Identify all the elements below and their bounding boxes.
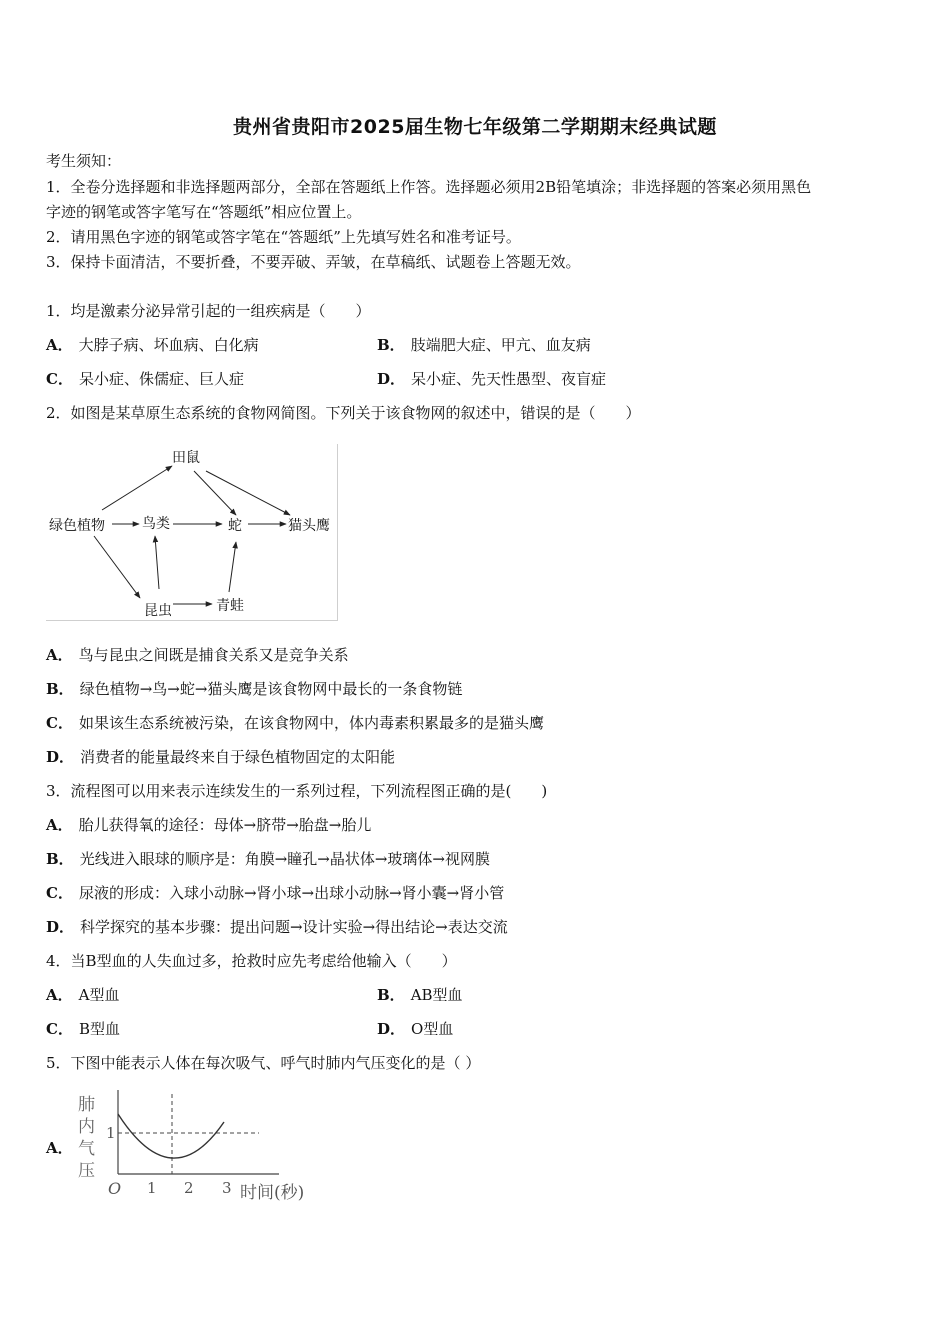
- q2-option-d[interactable]: [46, 747, 395, 767]
- ylabel-char-2: 内: [78, 1117, 95, 1137]
- ylabel-char-4: 压: [78, 1161, 95, 1181]
- q1-option-c[interactable]: [46, 369, 244, 389]
- option-key: D．: [46, 748, 75, 766]
- q2-option-a[interactable]: [46, 645, 349, 665]
- option-text: 大脖子病、坏血病、白化病: [78, 336, 259, 354]
- x-tick-2: 2: [184, 1179, 194, 1197]
- notice-line-4: 3．保持卡面清洁，不要折叠，不要弄破、弄皱，在草稿纸、试题卷上答题无效。: [46, 253, 581, 271]
- q1-option-d[interactable]: [377, 369, 606, 389]
- option-text: O型血: [411, 1020, 454, 1038]
- q3-option-a[interactable]: [46, 815, 371, 835]
- option-key: D．: [377, 370, 406, 388]
- q4-option-b[interactable]: [377, 985, 463, 1005]
- option-text: 呆小症、先天性愚型、夜盲症: [411, 370, 607, 388]
- option-text: 尿液的形成：入球小动脉→肾小球→出球小动脉→肾小囊→肾小管: [78, 884, 505, 902]
- q4-option-a[interactable]: [46, 985, 119, 1005]
- node-plant: 绿色植物: [49, 518, 105, 534]
- notice-heading: 考生须知：: [46, 152, 122, 170]
- q1-stem: 1．均是激素分泌异常引起的一组疾病是（ ）: [46, 302, 371, 320]
- q2-option-b[interactable]: [46, 679, 462, 699]
- node-mouse: 田鼠: [172, 450, 200, 466]
- option-text: 科学探究的基本步骤：提出问题→设计实验→得出结论→表达交流: [80, 918, 508, 936]
- q2-stem: 2．如图是某草原生态系统的食物网简图。下列关于该食物网的叙述中，错误的是（ ）: [46, 404, 641, 422]
- q4-stem: 4．当B型血的人失血过多，抢救时应先考虑给他输入（ ）: [46, 952, 457, 970]
- option-text: B型血: [78, 1020, 120, 1038]
- option-key: C．: [46, 1020, 73, 1038]
- q1-option-a[interactable]: [46, 335, 259, 355]
- option-key: C．: [46, 714, 73, 732]
- page-title: 贵州省贵阳市2025届生物七年级第二学期期末经典试题: [233, 116, 717, 138]
- q2-option-c[interactable]: [46, 713, 544, 733]
- q5-option-a-key[interactable]: A．: [46, 1139, 73, 1157]
- node-insect: 昆虫: [144, 603, 172, 619]
- ylabel-char-3: 气: [78, 1139, 95, 1159]
- x-axis-label: 时间(秒): [240, 1183, 305, 1203]
- option-key: A．: [46, 816, 73, 834]
- option-key: B．: [46, 680, 74, 698]
- q4-option-c[interactable]: [46, 1019, 120, 1039]
- option-key: B．: [377, 986, 405, 1004]
- option-text: 如果该生态系统被污染，在该食物网中，体内毒素积累最多的是猫头鹰: [78, 714, 544, 732]
- q3-option-c[interactable]: [46, 883, 504, 903]
- notice-line-2: 字迹的钢笔或答字笔写在“答题纸”相应位置上。: [46, 203, 362, 221]
- option-text: 绿色植物→鸟→蛇→猫头鹰是该食物网中最长的一条食物链: [79, 680, 463, 698]
- option-text: 肢端肥大症、甲亢、血友病: [410, 336, 591, 354]
- option-key: A．: [46, 336, 73, 354]
- option-text: A型血: [78, 986, 120, 1004]
- option-text: 消费者的能量最终来自于绿色植物固定的太阳能: [80, 748, 396, 766]
- q1-option-b[interactable]: [377, 335, 591, 355]
- y-tick-1: 1: [106, 1124, 116, 1142]
- option-key: D．: [46, 918, 75, 936]
- option-text: 呆小症、侏儒症、巨人症: [78, 370, 244, 388]
- q4-option-d[interactable]: [377, 1019, 453, 1039]
- option-text: 胎儿获得氧的途径：母体→脐带→胎盘→胎儿: [78, 816, 372, 834]
- x-tick-3: 3: [222, 1179, 232, 1197]
- q5-stem: 5．下图中能表示人体在每次吸气、呼气时肺内气压变化的是（ ）: [46, 1054, 481, 1072]
- option-key: A．: [46, 986, 73, 1004]
- option-key: B．: [46, 850, 74, 868]
- node-snake: 蛇: [228, 518, 242, 534]
- option-key: C．: [46, 884, 73, 902]
- node-bird: 鸟类: [142, 516, 170, 532]
- node-frog: 青蛙: [216, 598, 244, 614]
- lung-pressure-graph: [74, 1088, 334, 1208]
- notice-line-1: 1．全卷分选择题和非选择题两部分，全部在答题纸上作答。选择题必须用2B铅笔填涂；非选择题的答案必须用黑色: [46, 178, 812, 196]
- node-owl: 猫头鹰: [288, 518, 330, 534]
- option-key: A．: [46, 646, 73, 664]
- notice-line-3: 2．请用黑色字迹的钢笔或答字笔在“答题纸”上先填写姓名和准考证号。: [46, 228, 521, 246]
- q3-option-b[interactable]: [46, 849, 490, 869]
- q3-stem: 3．流程图可以用来表示连续发生的一系列过程，下列流程图正确的是( ): [46, 782, 548, 800]
- option-text: 鸟与昆虫之间既是捕食关系又是竞争关系: [78, 646, 349, 664]
- x-tick-1: 1: [147, 1179, 157, 1197]
- food-web-figure: [46, 444, 338, 621]
- q3-option-d[interactable]: [46, 917, 508, 937]
- ylabel-char-1: 肺: [78, 1095, 95, 1115]
- option-key: C．: [46, 370, 73, 388]
- option-key: D．: [377, 1020, 406, 1038]
- origin-label: O: [108, 1179, 122, 1198]
- option-text: AB型血: [410, 986, 463, 1004]
- option-text: 光线进入眼球的顺序是：角膜→瞳孔→晶状体→玻璃体→视网膜: [79, 850, 490, 868]
- option-key: B．: [377, 336, 405, 354]
